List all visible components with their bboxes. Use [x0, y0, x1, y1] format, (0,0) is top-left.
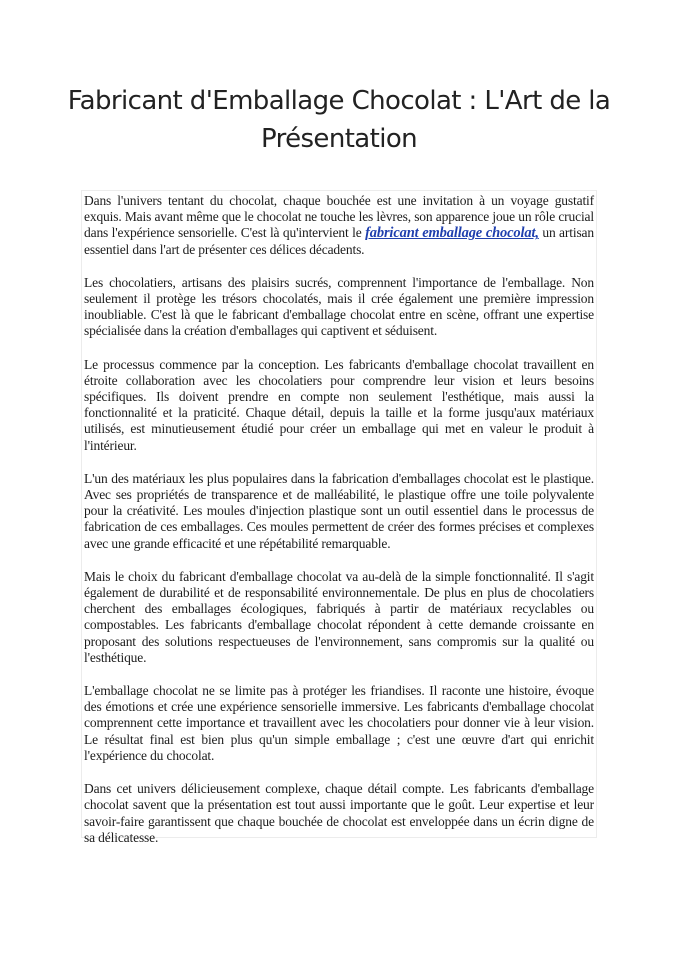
page-title: Fabricant d'Emballage Chocolat : L'Art de la Présentation: [67, 86, 611, 154]
paragraph-conclusion: Dans cet univers délicieusement complexe, chaque détail compte. Les fabricants d'emballage chocolat savent que la présentation est tout aussi importante que le goût. Leur expertise et leur savoir-faire garantissent que chaque bouchée de chocolat est enveloppée dans un écrin digne de sa délicatesse.: [84, 781, 594, 845]
intro-text-after-link: un artisan essentiel dans l'art de présenter ces délices décadents.: [84, 225, 594, 257]
paragraph-chocolatiers: Les chocolatiers, artisans des plaisirs sucrés, comprennent l'importance de l'emballage. Non seulement il protège les trésors chocolatés, mais il crée également une première impression inoubliable. C'est là que le fabricant d'emballage chocolat entre en scène, offrant une expertise spécialisée dans la création d'emballages qui captivent et séduisent.: [84, 274, 594, 339]
article-body: [81, 190, 597, 845]
paragraph-experience: L'emballage chocolat ne se limite pas à protéger les friandises. Il raconte une histoire, évoque des émotions et crée une expérience sensorielle immersive. Les fabricants d'emballage chocolat comprennent cette importance et travaillent avec les chocolatiers pour donner vie à leur vision. Le résultat final est bien plus qu'un simple emballage ; c'est une œuvre d'art qui enrichit l'expérience du chocolat.: [84, 683, 594, 763]
intro-paragraph: [84, 193, 594, 258]
paragraph-conception: Le processus commence par la conception. Les fabricants d'emballage chocolat travaillent en étroite collaboration avec les chocolatiers pour comprendre leur vision et leurs besoins spécifiques. Ils doivent prendre en compte non seulement l'esthétique, mais aussi la fonctionnalité et la praticité. Chaque détail, depuis la taille et la forme jusqu'aux matériaux utilisés, est minutieusement étudié pour créer un emballage qui met en valeur le produit à l'intérieur.: [84, 356, 594, 453]
paragraph-plastique: L'un des matériaux les plus populaires dans la fabrication d'emballages chocolat est le plastique. Avec ses propriétés de transparence et de malléabilité, le plastique offre une toile polyvalente pour la créativité. Les moules d'injection plastique sont un outil essentiel dans le processus de fabrication de ces emballages. Ces moules permettent de créer des formes précises et complexes avec une grande efficacité et une répétabilité remarquable.: [84, 470, 594, 551]
paragraph-durabilite: Mais le choix du fabricant d'emballage chocolat va au-delà de la simple fonctionnalité. Il s'agit également de durabilité et de responsabilité environnementale. De plus en plus de chocolatiers cherchent des emballages écologiques, fabriqués à partir de matériaux recyclables ou compostables. Les fabricants d'emballage chocolat répondent à cette demande croissante en proposant des solutions respectueuses de l'environnement, sans compromis sur la qualité ou l'esthétique.: [84, 568, 594, 665]
fabricant-emballage-chocolat-link[interactable]: fabricant emballage chocolat,: [365, 225, 539, 242]
intro-text-before-link: Dans l'univers tentant du chocolat, chaque bouchée est une invitation à un voyage gustatif exquis. Mais avant même que le chocolat ne touche les lèvres, son apparence joue un rôle crucial dans l'expérience sensorielle. C'est là qu'intervient le: [84, 193, 594, 241]
